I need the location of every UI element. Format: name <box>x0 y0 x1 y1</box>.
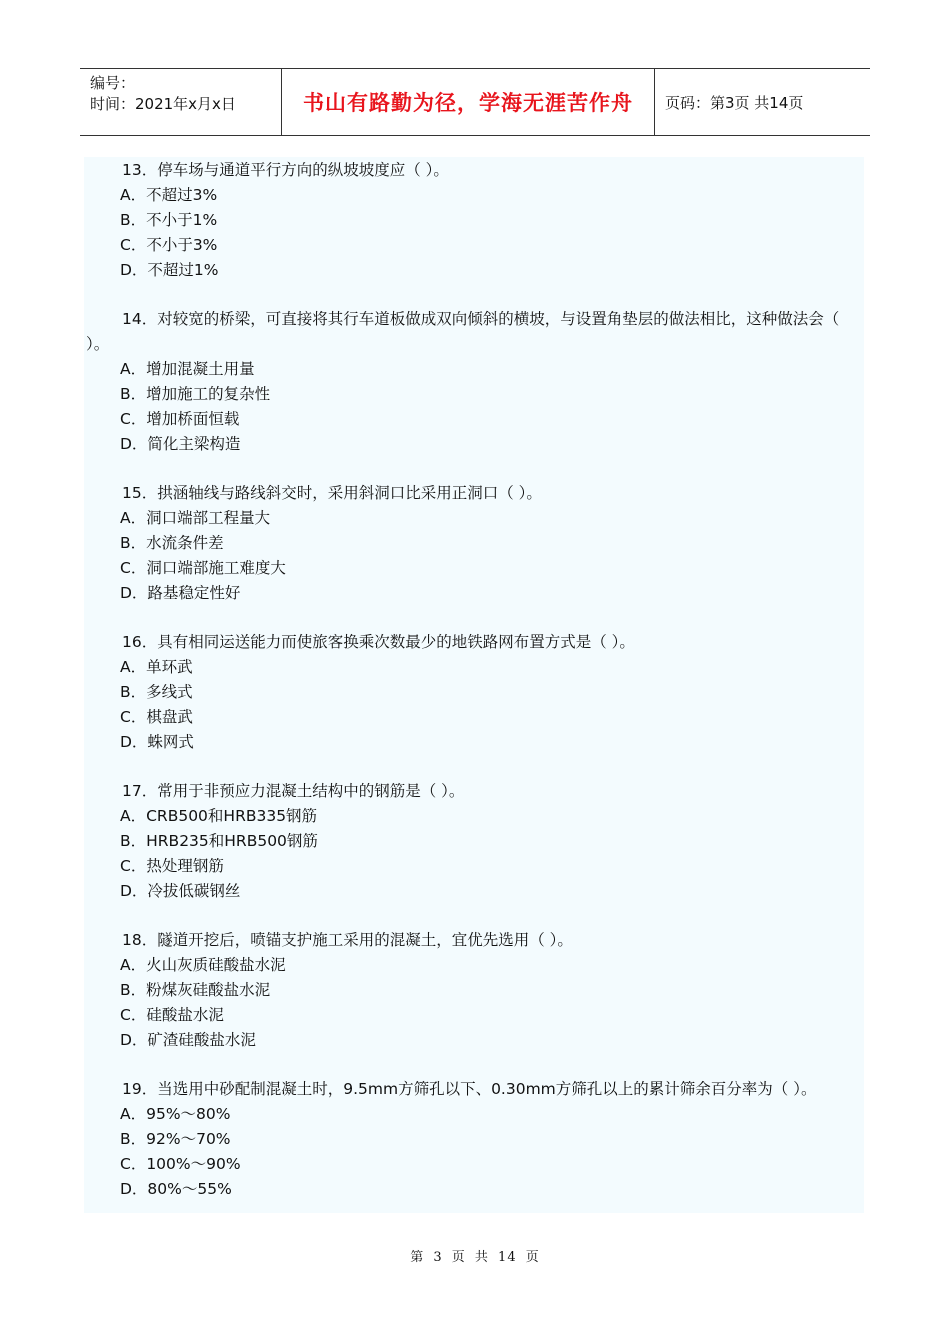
answer-option: A．单环武 <box>120 658 193 676</box>
answer-option: C．热处理钢筋 <box>120 857 224 875</box>
question-16 <box>84 630 864 755</box>
answer-option: D．矿渣硅酸盐水泥 <box>120 1031 256 1049</box>
answer-option: B．92%～70% <box>120 1130 231 1148</box>
question-list <box>84 157 864 1213</box>
answer-option: D．80%～55% <box>120 1180 232 1198</box>
answer-option: B．多线式 <box>120 683 193 701</box>
question-stem: 17．常用于非预应力混凝土结构中的钢筋是（ ）。 <box>122 782 465 800</box>
answer-option: C．硅酸盐水泥 <box>120 1006 224 1024</box>
answer-option: C．棋盘武 <box>120 708 193 726</box>
question-stem: 18．隧道开挖后，喷锚支护施工采用的混凝土，宜优先选用（ ）。 <box>122 931 573 949</box>
question-stem: 15．拱涵轴线与路线斜交时，采用斜洞口比采用正洞口（ ）。 <box>122 484 542 502</box>
answer-option: D．简化主梁构造 <box>120 435 241 453</box>
question-stem: 19．当选用中砂配制混凝土时，9.5mm方筛孔以下、0.30mm方筛孔以上的累计筛余百分率为（ ）。 <box>122 1080 817 1098</box>
question-stem: 14．对较宽的桥梁，可直接将其行车道板做成双向倾斜的横坡，与设置角垫层的做法相比，这种做法会（ ）。 <box>86 310 840 353</box>
question-19 <box>84 1077 864 1202</box>
answer-option: C．增加桥面恒载 <box>120 410 240 428</box>
answer-option: B．粉煤灰硅酸盐水泥 <box>120 981 271 999</box>
question-15 <box>84 481 864 606</box>
answer-option: A．火山灰质硅酸盐水泥 <box>120 956 286 974</box>
header-meta <box>80 69 282 135</box>
answer-option: A．CRB500和HRB335钢筋 <box>120 807 318 825</box>
answer-option: A．95%～80% <box>120 1105 231 1123</box>
date-label: 时间：2021年x月x日 <box>90 95 236 113</box>
answer-option: D．路基稳定性好 <box>120 584 241 602</box>
answer-option: A．洞口端部工程量大 <box>120 509 271 527</box>
answer-option: D．蛛网式 <box>120 733 194 751</box>
answer-option: D．不超过1% <box>120 261 219 279</box>
question-18 <box>84 928 864 1053</box>
page-footer: 第 3 页 共 14 页 <box>410 1250 540 1265</box>
header-motto: 书山有路勤为径，学海无涯苦作舟 <box>282 69 655 135</box>
question-17 <box>84 779 864 904</box>
answer-option: A．不超过3% <box>120 186 218 204</box>
question-13 <box>84 158 864 283</box>
answer-option: B．不小于1% <box>120 211 218 229</box>
question-stem: 13．停车场与通道平行方向的纵坡坡度应（ ）。 <box>122 161 449 179</box>
question-14 <box>84 307 864 457</box>
answer-option: C．100%～90% <box>120 1155 241 1173</box>
question-stem: 16．具有相同运送能力而使旅客换乘次数最少的地铁路网布置方式是（ ）。 <box>122 633 635 651</box>
code-label: 编号： <box>90 74 136 92</box>
answer-option: B．增加施工的复杂性 <box>120 385 271 403</box>
answer-option: D．冷拔低碳钢丝 <box>120 882 241 900</box>
answer-option: C．不小于3% <box>120 236 218 254</box>
answer-option: C．洞口端部施工难度大 <box>120 559 286 577</box>
answer-option: A．增加混凝土用量 <box>120 360 255 378</box>
header-page-info: 页码：第3页 共14页 <box>665 93 804 112</box>
answer-option: B．HRB235和HRB500钢筋 <box>120 832 318 850</box>
answer-option: B．水流条件差 <box>120 534 224 552</box>
page-header <box>80 68 870 136</box>
